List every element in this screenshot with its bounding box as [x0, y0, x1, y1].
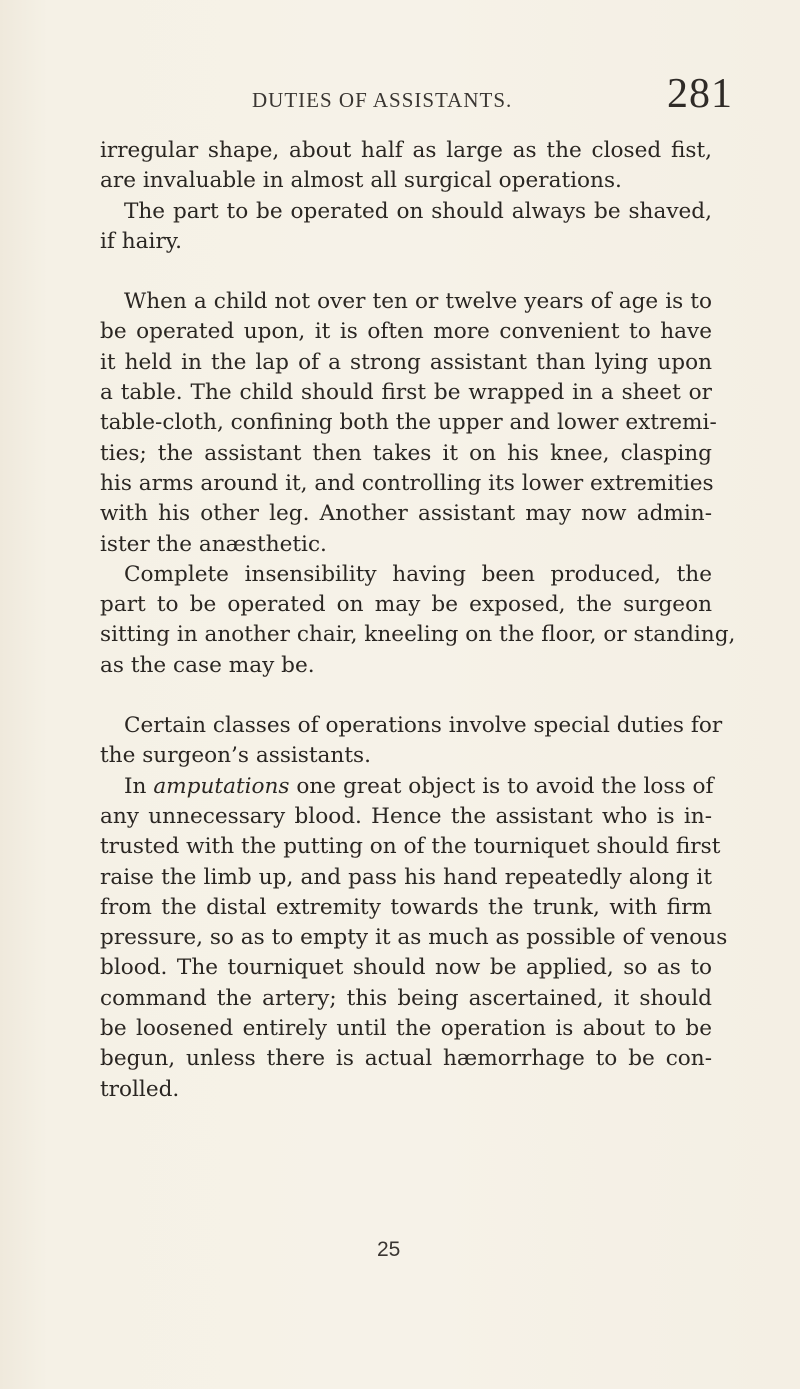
text-line: The part to be operated on should always be shaved, [124, 198, 712, 224]
text-line: from the distal extremity towards the trunk, with firm [100, 894, 712, 920]
text-line: are invaluable in almost all surgical operations. [100, 168, 622, 194]
text-line: begun, unless there is actual hæmorrhage to be con- [100, 1046, 712, 1072]
text-line [100, 772, 712, 802]
text-line: it held in the lap of a strong assistant than lying upon [100, 349, 712, 375]
text-line: irregular shape, about half as large as the closed fist, [100, 138, 712, 163]
paragraph [100, 711, 723, 772]
text-line: a table. The child should first be wrapped in a sheet or [100, 380, 712, 406]
text-line: as the case may be. [100, 652, 315, 678]
paragraph [100, 287, 717, 560]
running-head: DUTIES OF ASSISTANTS. [252, 88, 513, 112]
paragraph [100, 560, 736, 681]
text-line: be loosened entirely until the operation is about to be [100, 1016, 712, 1042]
text-line: part to be operated on may be exposed, the surgeon [100, 592, 712, 618]
page-number: 281 [667, 71, 733, 117]
text-line: trusted with the putting on of the tourniquet should first [100, 834, 721, 860]
text-line: Certain classes of operations involve special duties for [124, 713, 723, 739]
text-line: be operated upon, it is often more convenient to have [100, 319, 712, 345]
text-line: ties; the assistant then takes it on his knee, clasping [100, 440, 712, 466]
text-line: any unnecessary blood. Hence the assistant who is in- [100, 803, 712, 829]
text-line: trolled. [100, 1076, 180, 1102]
text-line: pressure, so as to empty it as much as possible of venous [100, 925, 728, 951]
paragraph [100, 197, 712, 258]
text-line: his arms around it, and controlling its lower extremities [100, 470, 714, 496]
paragraph [100, 772, 728, 1105]
text-line: ister the anæsthetic. [100, 531, 327, 557]
text-line: with his other leg. Another assistant may now admin- [100, 501, 712, 527]
italic-term: amputations [153, 773, 290, 799]
text-line: raise the limb up, and pass his hand repeatedly along it [100, 864, 712, 890]
paragraph [100, 136, 712, 197]
section-gap [100, 681, 712, 711]
text-line: When a child not over ten or twelve years of age is to [124, 289, 712, 315]
signature-mark: 25 [377, 1238, 401, 1261]
body-text [100, 136, 736, 1105]
section-gap [100, 257, 712, 287]
text-line: blood. The tourniquet should now be applied, so as to [100, 955, 712, 981]
text-line: the surgeon’s assistants. [100, 743, 371, 769]
text-line: sitting in another chair, kneeling on the floor, or standing, [100, 622, 736, 648]
text-line: table-cloth, confining both the upper and lower extremi- [100, 410, 717, 436]
text-span: In [124, 773, 154, 799]
text-line: if hairy. [100, 228, 182, 254]
text-span: one great object is to avoid the loss of [289, 773, 714, 799]
text-line: command the artery; this being ascertained, it should [100, 985, 712, 1011]
text-line: Complete insensibility having been produced, the [124, 561, 712, 587]
